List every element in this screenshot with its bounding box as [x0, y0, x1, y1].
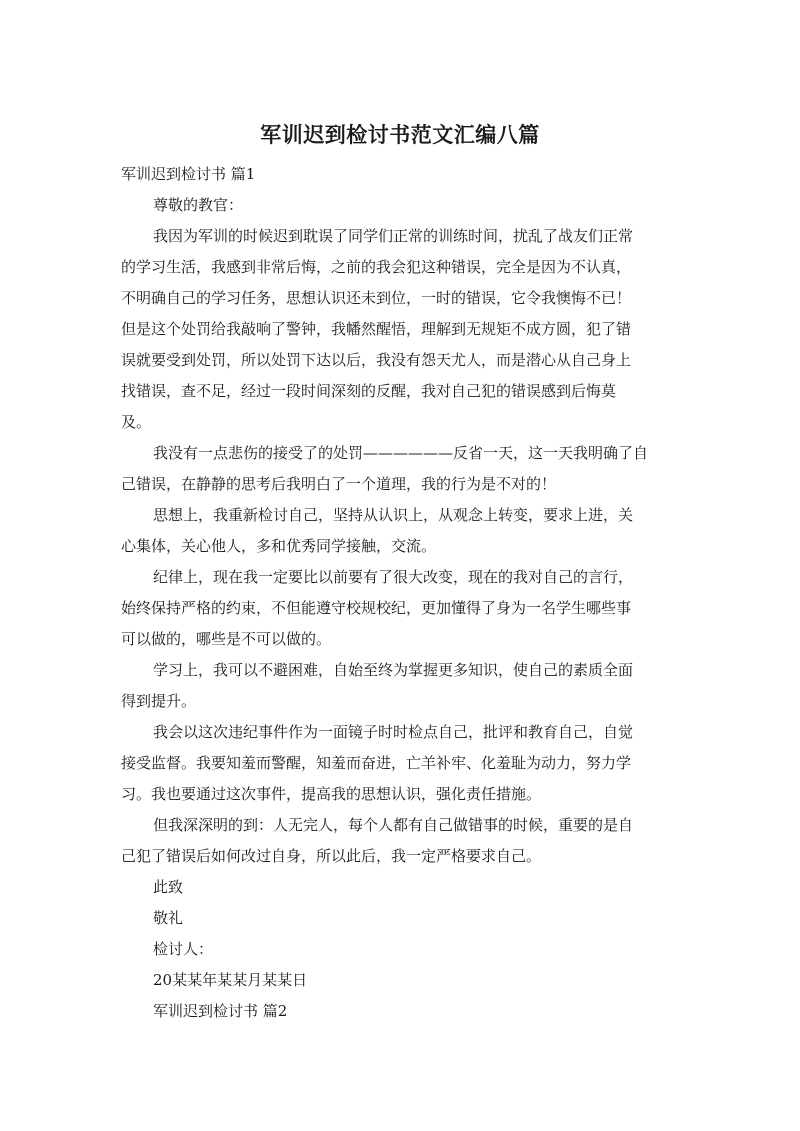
paragraph-line: 我会以这次违纪事件作为一面镜子时时检点自己，批评和教育自己，自觉 [153, 723, 634, 741]
paragraph-line: 学习上，我可以不避困难，自始至终为掌握更多知识，使自己的素质全面 [153, 661, 634, 679]
regards: 敬礼 [153, 909, 184, 927]
paragraph-line: 但我深深明的到：人无完人，每个人都有自己做错事的时候，重要的是自 [153, 816, 634, 834]
closing: 此致 [153, 878, 184, 896]
date: 20某某年某某月某某日 [153, 971, 308, 989]
paragraph-line: 思想上，我重新检讨自己，坚持从认识上，从观念上转变，要求上进，关 [153, 506, 634, 524]
paragraph-line: 己犯了错误后如何改过自身，所以此后，我一定严格要求自己。 [121, 847, 542, 865]
paragraph-line: 己错误，在静静的思考后我明白了一个道理，我的行为是不对的！ [121, 475, 557, 493]
salutation: 尊敬的教官： [153, 196, 244, 214]
document-body [121, 159, 681, 1027]
paragraph-line: 接受监督。我要知羞而警醒，知羞而奋进，亡羊补牢、化羞耻为动力，努力学 [121, 754, 632, 772]
paragraph-line: 得到提升。 [121, 692, 197, 710]
paragraph-line: 纪律上，现在我一定要比以前要有了很大改变，现在的我对自己的言行， [153, 568, 634, 586]
paragraph-line: 找错误，查不足，经过一段时间深刻的反醒，我对自己犯的错误感到后悔莫 [121, 382, 617, 400]
paragraph [121, 655, 681, 717]
paragraph-line: 可以做的，哪些是不可以做的。 [121, 630, 332, 648]
paragraph-line: 我没有一点悲伤的接受了的处罚——————反省一天，这一天我明确了自 [153, 444, 649, 462]
paragraph-line: 心集体，关心他人，多和优秀同学接触，交流。 [121, 537, 437, 555]
paragraph [121, 438, 681, 500]
paragraph-line: 我因为军训的时候迟到耽误了同学们正常的训练时间，扰乱了战友们正常 [153, 227, 634, 245]
paragraph-line: 习。我也要通过这次事件，提高我的思想认识，强化责任措施。 [121, 785, 542, 803]
paragraph [121, 562, 681, 655]
paragraph-line: 的学习生活，我感到非常后悔，之前的我会犯这种错误，完全是因为不认真， [121, 258, 632, 276]
paragraph [121, 221, 681, 438]
document-title: 军训迟到检讨书范文汇编八篇 [260, 123, 540, 147]
section-heading: 军训迟到检讨书 篇1 [121, 165, 256, 183]
paragraph [121, 717, 681, 810]
paragraph-line: 但是这个处罚给我敲响了警钟，我幡然醒悟，理解到无规矩不成方圆，犯了错 [121, 320, 632, 338]
paragraph-line: 误就要受到处罚，所以处罚下达以后，我没有怨天尤人，而是潜心从自己身上 [121, 351, 632, 369]
paragraph-line: 及。 [121, 413, 152, 431]
paragraph [121, 500, 681, 562]
signer-label: 检讨人： [153, 940, 214, 958]
section-heading: 军训迟到检讨书 篇2 [153, 1002, 288, 1020]
paragraph-line: 不明确自己的学习任务，思想认识还未到位，一时的错误，它令我懊悔不已！ [121, 289, 632, 307]
paragraph [121, 810, 681, 872]
paragraph-line: 始终保持严格的约束，不但能遵守校规校纪，更加懂得了身为一名学生哪些事 [121, 599, 632, 617]
